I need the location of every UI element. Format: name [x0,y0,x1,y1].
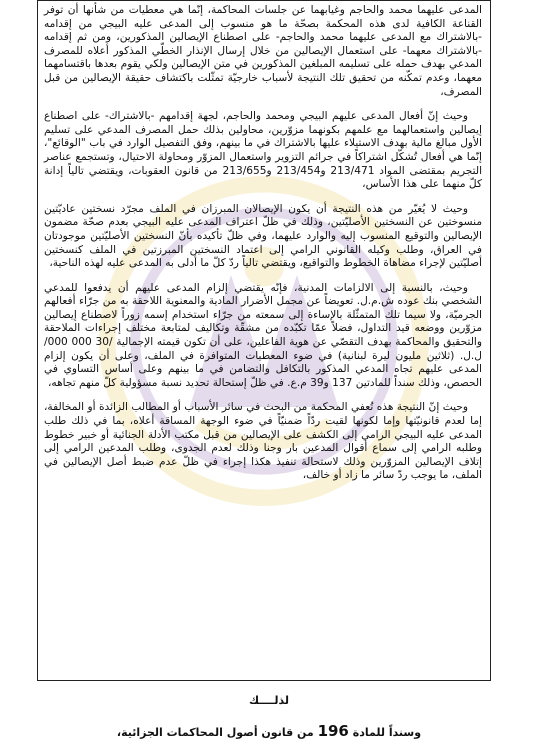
paragraph-1: المدعى عليهما محمد والحاجم وغيابهما عن جلسات المحاكمة، إنّما هي معطيات من شأنها أن توفر القناعة الكافية لدى هذه المحكمة بصحّة ما هو منسوب إلى المدعى عليه البيجي من إقدامه -بالاشتراك مع المدعى عليهما محمد والحاجم- على اصطناع الإيصالين المذكورين، ومن ثم إقدامه -بالاشتراك معهما- على استعمال الإيصالين من خلال إرسال الإنذار الخطّي المذكور أعلاه للمصرف المدعي بهدف حمله على تسليمه المبلغين المذكورين في متن الإيصالين ولكي يقوم بعدها باقتسامهما معهما، وعدم تمكّنه من تحقيق تلك النتيجة لأسباب خارجيّة تمثّلت باكتشاف حقيقة الإيصالين من قبل المصرف، [44,4,482,98]
judgment-body [38,1,490,483]
legal-basis-line [0,722,538,740]
text-frame [37,0,491,681]
paragraph-4: وحيث، بالنسبة إلى الالزامات المدنية، فإنّه يقتضي إلزام المدعى عليهم أن يدفعوا للمدعي الشخصي بنك عوده ش.م.ل. تعويضاً عن مجمل الأضرار المادية والمعنوية اللاحقة به من جرّاء أفعالهم الجرميّة، ولا سيما تلك المتمثّلة بالإساءة إلى سمعته من جرّاء استخدام إسمه زوراً لاصطناع إيصالين مزوّرين ووضعه قيد التداول، فضلاً عمّا تكبّده من مشقّة وتكاليف لمتابعة مختلف إجراءات الملاحقة والتحقيق والمحاكمة بهدف التقصّي عن هوية الفاعلين، على أن تكون قيمته الإجمالية /30 000 000/ ل.ل. (ثلاثين مليون ليرة لبنانية) في ضوء المعطيات المتوافرة في الملف، وعلى أن يكون إلزام المدعى عليهم تجاه المدعي المذكور بالتكافل والتضامن في ما بينهم وعلى أساس التساوي في الحصص، وذلك سنداً للمادتين 137 و39 م.ع. في ظلّ إستحالة تحديد نسبة مسؤولية كلّ منهم تجاهه، [44,281,482,389]
legal-basis-suffix: من قانون أصول المحاكمات الجزائية، [116,726,314,739]
article-number: 196 [317,722,349,740]
conclusion-heading: لذلــــك [249,694,289,707]
legal-basis-prefix: وسنداً للمادة [352,726,422,739]
paragraph-2: وحيث إنّ أفعال المدعى عليهم البيجي ومحمد والحاجم، لجهة إقدامهم -بالاشتراك- على اصطناع إيصالين واستعمالهما مع علمهم بكونهما مزوّرين، محاولين بذلك حمل المصرف المدعي على تسليم الأول مبالغ مالية بهدف الاستيلاء عليها بالاشتراك في ما بينهم، وفق التفصيل الوارد في باب "الوقائع"، إنّما هي أفعال تُشكّل اشتراكاً في جرائم التزوير واستعمال المزوّر ومحاولة الاحتيال، وتستجمع عناصر التجريم بمقتضى المواد 213/471 و213/454 و213/655 من قانون العقوبات، ويقتضي تالياً إدانة كلّ منهما على هذا الأساس، [44,110,483,191]
paragraph-5: وحيث إنّ النتيجة هذه تُعفي المحكمة من البحث في سائر الأسباب أو المطالب الزائدة أو المخالفة، إما لعدم قانونيّتها وإما لكونها لقيت ردّاً ضمنيّاً في ضوء الوجهة المساقة أعلاه، بما في ذلك طلب المدعى عليه البيجي الرامي إلى الكشف على الإيصالين من قبل مكتب الأدلة الجنائية أو خبير خطوط وطلبه الرامي إلى سماع أقوال المدعين بار وجنا وذلك لعدم الجدوى، وطلب المدعين الرامي إلى إتلاف الإيصالين المزوّرين وذلك لاستحالة تنفيذ هكذا إجراء في ظلّ عدم ضبط أصل الإيصالين في الملف، ما يوجب ردّ سائر ما زاد أو خالف، [44,401,482,482]
paragraph-3: وحيث لا يُغيّر من هذه النتيجة أن يكون الإيصالان المبرزان في الملف مجرّد نسختين عاديّتين منسوختين عن النسختين الأصليّتين، وذلك في ظلّ اعتراف المدعى عليه البيجي بعدم صحّة مضمون الإيصالين والتوقيع المنسوب إليه والوارد عليهما، وفي ظلّ تأكيده بأنّ النسختين الأصليّتين موجودتان في العراق، وطلب وكيله القانوني الرامي إلى اعتماد النسختين المبرزتين في الملف كنسختين أصليّتين لإجراء مضاهاة الخطوط والتواقيع، ويقتضي تالياً ردّ كلّ ما أدلى به المدعى عليه لهذه الناحية، [44,202,482,270]
